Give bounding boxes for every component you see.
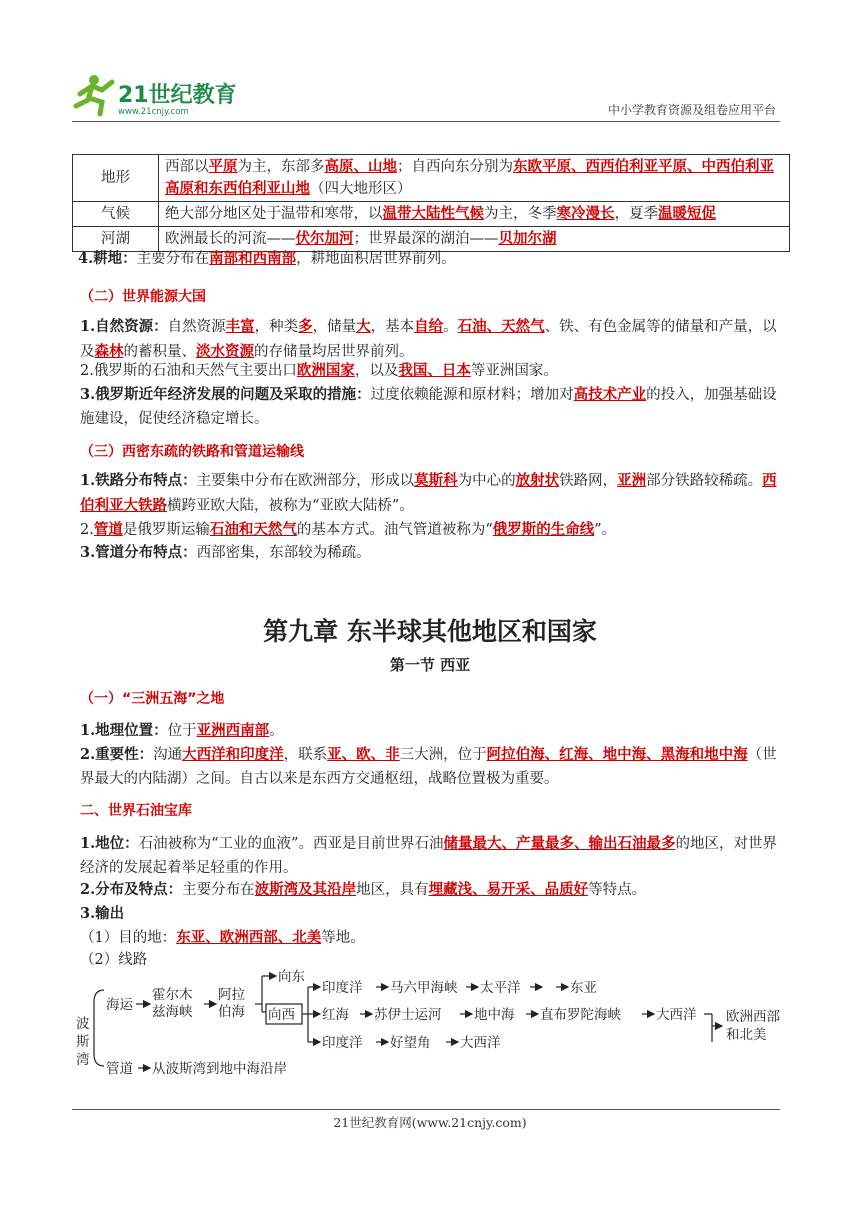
bold-label: 3.俄罗斯近年经济发展的问题及采取的措施： [80,386,371,403]
route-shipping: 海运 [106,997,133,1013]
body-text: 地区，具有 [356,882,429,898]
body-text: 为主，东部多 [237,159,325,175]
site-logo [72,72,252,118]
body-text: ，基本 [370,319,415,335]
logo-text: 21世纪教育 [118,83,237,108]
route-node: 印度洋 [322,1035,363,1051]
route-arab: 阿拉 [218,987,245,1003]
route-node: 马六甲海峡 [390,980,458,996]
bold-label: 4.耕地： [78,250,137,267]
answer-key-text: 多 [298,318,313,335]
route-node: 苏伊士运河 [374,1007,442,1023]
answer-key-text: 淡水资源 [196,342,254,360]
route-destination: 和北美 [726,1027,767,1043]
route-node: 大西洋 [460,1035,501,1051]
body-text: 欧洲最长的河流—— [165,231,296,247]
row-value [159,202,790,227]
route-hormuz: 霍尔木 [152,987,193,1003]
bold-label: 2.重要性： [80,746,154,763]
body-text: 为中心的 [457,473,516,489]
answer-key-text: 俄罗斯的生命线 [492,521,595,538]
body-text: 。 [269,723,284,739]
body-text: 等特点。 [588,882,647,898]
answer-key-text: 石油、天然气 [457,318,545,335]
body-text: 、铁、有色金属等的储量和产量，以及 [80,319,777,360]
route-east-label: 向东 [278,969,305,985]
logo-url-text: www.21cnjy.com [118,107,189,117]
answer-key-text: 欧洲国家 [296,362,355,379]
answer-key-text: 石油和天然气 [209,521,297,538]
answer-key-text: 丰富 [225,318,255,335]
header-platform-text: 中小学教育资源及组卷应用平台 [607,103,776,117]
origin-char: 波 [76,1016,90,1032]
answer-key-text: 莫斯科 [414,472,458,489]
section-title: 第一节 西亚 [389,656,471,674]
answer-key-text: 伏尔加河 [295,230,354,247]
pipeline-distribution-paragraph [80,541,782,566]
origin-char: 斯 [76,1034,90,1050]
row-key: 地形 [73,155,159,202]
location-paragraph [80,719,782,744]
body-text: 过度依赖能源和原材料；增加对 [370,387,574,403]
body-text: （世界最大的内陆湖）之间。自古以来是东西方交通枢纽，战略位置极为重要。 [80,747,777,787]
answer-key-text: 高技术产业 [573,386,647,403]
farmland-paragraph [78,247,780,272]
bold-label: 3.输出 [80,905,125,922]
body-text: 自然资源 [167,319,226,335]
table-row [73,155,790,202]
footer-text: 21世纪教育网(www.21cnjy.com) [333,1115,527,1130]
route-pipeline: 管道 [106,1061,133,1077]
oil-route-diagram [0,962,860,1082]
row-key: 河湖 [73,227,159,252]
answer-key-text: 管道 [93,521,123,538]
answer-key-text: 自给 [414,318,444,335]
body-text: 主要分布在 [182,882,255,898]
route-node: 好望角 [390,1035,431,1051]
answer-key-text: 东欧平原、西西伯利亚平原、中西伯利亚高原和东西伯利亚山地 [165,158,774,197]
answer-key-text: 埋藏浅、易开采、品质好 [428,881,589,898]
body-text: 三大洲，位于 [399,747,487,763]
body-text: 石油被称为“工业的血液”。西亚是目前世界石油 [138,836,444,852]
russia-geography-table [72,154,790,252]
answer-key-text: 寒冷漫长 [556,205,615,222]
body-text: 位于 [167,723,197,739]
body-text: ”。 [594,522,617,538]
body-text: 的存储量均居世界前列。 [254,343,414,360]
body-text: 。 [443,319,458,335]
body-text: 铁路网， [559,473,618,489]
answer-key-text: 东亚、欧洲西部、北美 [176,929,322,946]
section-heading-oil: 二、世界石油宝库 [80,803,192,819]
answer-key-text: 平原 [208,158,238,175]
answer-key-text: 储量最大、产量最多、输出石油最多 [443,835,676,852]
oil-export-heading [80,902,782,927]
route-node: 直布罗陀海峡 [540,1007,621,1023]
chapter-title: 第九章 东半球其他地区和国家 [263,617,597,646]
section-heading-energy: （二）世界能源大国 [80,289,206,305]
answer-key-text: 大 [356,318,371,335]
answer-key-text: 南部和西南部 [209,250,297,267]
body-text: 横跨亚欧大陆，被称为“亚欧大陆桥”。 [167,497,414,514]
bold-label: 1.自然资源： [80,318,168,335]
answer-key-text: 高原、山地 [324,158,397,175]
bold-label: 1.地理位置： [80,722,168,739]
origin-char: 湾 [76,1052,90,1068]
bold-label: 1.地位： [80,835,139,852]
pipeline-paragraph [80,518,782,543]
body-text: ，以及 [354,363,399,379]
footer-divider [72,1109,780,1110]
route-destination: 欧洲西部 [726,1009,780,1025]
answer-key-text: 温带大陆性气候 [382,205,484,222]
route-node: 印度洋 [322,980,363,996]
body-text: 的基本方式。油气管道被称为“ [296,522,493,538]
body-text: 等地。 [321,930,365,946]
section-heading-three-continents: （一）“三洲五海”之地 [80,691,225,707]
resources-paragraph [80,315,782,364]
body-text: 2. [80,522,94,538]
body-text: ，夏季 [614,206,658,222]
bold-label: 3.管道分布特点： [80,544,197,561]
answer-key-text: 西伯利亚大铁路 [80,472,777,514]
answer-key-text: 我国、日本 [398,362,471,379]
body-text: （四大地形区） [310,181,412,197]
body-text: 是俄罗斯运输 [122,522,210,538]
rail-paragraph [80,469,782,518]
oil-destination-paragraph [80,926,782,951]
body-text: 的蓄积量、 [123,343,196,360]
route-pipeline-dest: 从波斯湾到地中海沿岸 [152,1061,287,1077]
route-arab: 伯海 [218,1004,245,1020]
answer-key-text: 阿拉伯海、红海、地中海、黑海和地中海 [486,746,748,763]
route-node: 红海 [322,1007,349,1023]
answer-key-text: 森林 [94,342,124,360]
bold-label: 1.铁路分布特点： [80,472,197,489]
bold-label: 2.分布及特点： [80,881,183,898]
body-text: 等亚洲国家。 [470,363,558,379]
route-node: 大西洋 [656,1007,697,1023]
body-text: 绝大部分地区处于温带和寒带，以 [165,206,383,222]
route-node: 太平洋 [480,980,521,996]
answer-key-text: 放射状 [515,472,560,489]
answer-key-text: 亚洲西南部 [196,722,270,739]
answer-key-text: 贝加尔湖 [498,230,557,247]
answer-key-text: 亚洲 [617,472,647,489]
oil-distribution-paragraph [80,878,782,903]
body-text: ，联系 [283,747,328,763]
row-key: 气候 [73,202,159,227]
body-text: 为主，冬季 [484,206,557,222]
header-divider [72,121,780,122]
body-text: （1）目的地： [80,930,177,946]
export-paragraph [80,359,782,384]
body-text: 西部密集，东部较为稀疏。 [196,545,371,561]
route-west-label: 向西 [268,1007,295,1023]
body-text: （2）线路 [80,952,148,968]
body-text: 的投入，加强基础设施建设，促使经济稳定增长。 [80,387,777,427]
oil-status-paragraph [80,832,782,880]
runner-logo-icon [72,72,252,118]
body-text: 的地区，对世界经济的发展起着举足轻重的作用。 [80,836,777,876]
body-text: 2.俄罗斯的石油和天然气主要出口 [80,363,297,379]
answer-key-text: 温暖短促 [658,205,716,222]
measures-paragraph [80,383,782,431]
body-text: 沟通 [153,747,183,763]
body-text: ，耕地面积居世界前列。 [296,251,456,267]
answer-key-text: 大西洋和印度洋 [182,746,284,763]
row-value [159,155,790,202]
importance-paragraph [80,743,782,791]
table-row [73,202,790,227]
body-text: 主要分布在 [136,251,210,267]
body-text: 主要集中分布在欧洲部分，形成以 [196,473,415,489]
body-text: ；世界最深的湖泊—— [353,231,499,247]
answer-key-text: 波斯湾及其沿岸 [254,881,357,898]
route-node: 东亚 [570,980,597,996]
route-hormuz: 兹海峡 [152,1004,193,1020]
body-text: 西部以 [165,159,209,175]
body-text: 部分铁路较稀疏。 [646,473,763,489]
route-node: 地中海 [474,1007,515,1023]
body-text: ；自西向东分别为 [397,159,513,175]
answer-key-text: 亚、欧、非 [327,746,400,763]
body-text: ，储量 [312,319,357,335]
section-heading-rail: （三）西密东疏的铁路和管道运输线 [80,444,304,460]
body-text: ，种类 [254,319,299,335]
